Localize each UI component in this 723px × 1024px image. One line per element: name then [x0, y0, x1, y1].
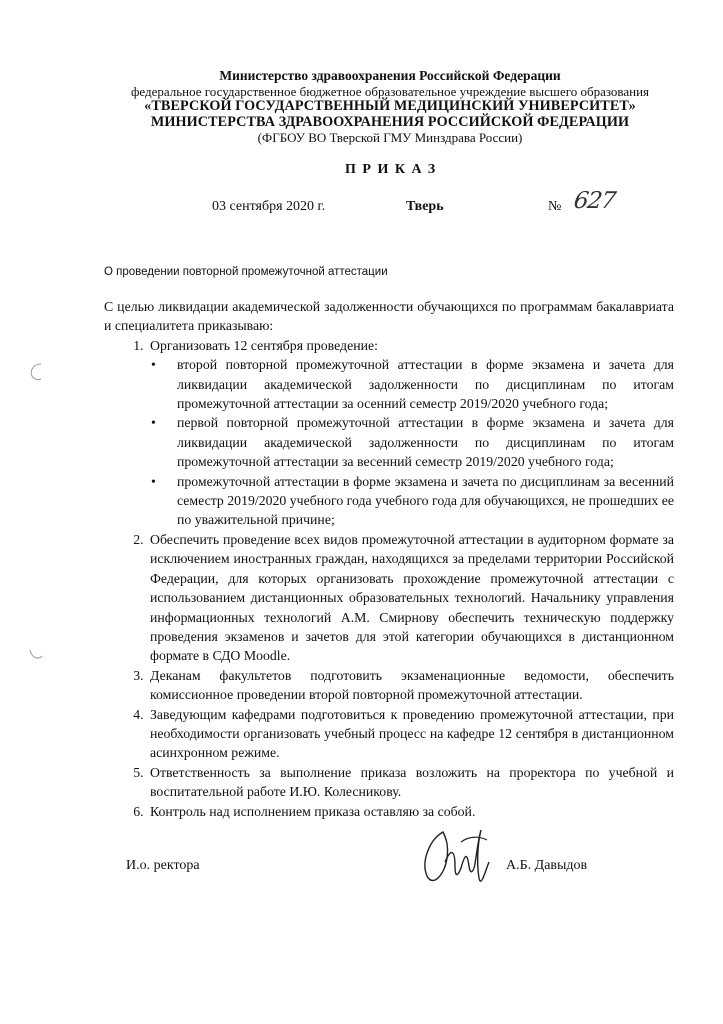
bullet-dot: • [151, 473, 156, 489]
order-intro: С целью ликвидации академической задолженности обучающихся по программам бакалавриата и специалитета приказываю: [104, 299, 674, 334]
university-abbreviation: (ФГБОУ ВО Тверской ГМУ Минздрава России) [257, 130, 523, 145]
bullet-item: • промежуточной аттестации в форме экзамена и зачета по дисциплинам за весенний семестр 2019/2020 учебного года учебного года для обучающихся, не прошедших ее по уважительной причине; [151, 473, 674, 528]
university-name: «ТВЕРСКОЙ ГОСУДАРСТВЕННЫЙ МЕДИЦИНСКИЙ УНИВЕРСИТЕТ» [144, 98, 636, 114]
order-subject: О проведении повторной промежуточной аттестации [104, 266, 388, 278]
order-date: 03 сентября 2020 г. [212, 199, 326, 214]
bullet-dot: • [151, 415, 156, 431]
order-item-3: 3. Деканам факультетов подготовить экзаменационные ведомости, обеспечить комиссионное проведении второй повторной промежуточной аттестации. [147, 666, 674, 705]
order-number-handwritten: 627 [572, 188, 617, 214]
order-item-2: 2. Обеспечить проведение всех видов промежуточной аттестации в аудиторном формате за исключением иностранных граждан, находящихся за пределами территории Российской Федерации, для которых организовать прохождение промежуточной аттестации с использованием дистанционных образовательных технологий. Начальнику управления информационных технологий А.М. Смирнову обеспечить техническую поддержку проведения экзаменов и зачетов для этой категории обучающихся в дистанционном формате в СДО Moodle. [147, 530, 674, 666]
document-title: ПРИКАЗ [345, 162, 442, 177]
ministry-line: Министерство здравоохранения Российской Федерации [219, 68, 561, 83]
institution-type-line: федеральное государственное бюджетное образовательное учреждение высшего образования [130, 83, 650, 99]
order-item-4: 4. Заведующим кафедрами подготовиться к проведению промежуточной аттестации, при необходимости организовать учебный процесс на кафедре 12 сентября в дистанционном асинхронном режиме. [147, 705, 674, 763]
order-item-6: 6. Контроль над исполнением приказа оставляю за собой. [147, 802, 674, 821]
order-item-1 [147, 336, 674, 530]
order-number-label: № [548, 199, 562, 214]
order-item-1-bullets [150, 355, 674, 530]
letterhead [90, 68, 690, 146]
order-items-list [104, 336, 674, 821]
signatory-name: А.Б. Давыдов [506, 858, 588, 873]
order-city: Тверь [406, 199, 444, 214]
bullet-dot: • [151, 357, 156, 373]
order-item-5: 5. Ответственность за выполнение приказа возложить на проректора по учебной и воспитательной работе И.Ю. Колесникову. [147, 763, 674, 802]
university-ministry-line: МИНИСТЕРСТВА ЗДРАВООХРАНЕНИЯ РОССИЙСКОЙ ФЕДЕРАЦИИ [150, 113, 630, 130]
signatory-role: И.о. ректора [126, 858, 200, 873]
bullet-item: • второй повторной промежуточной аттестации в форме экзамена и зачета для ликвидации академической задолженности по дисциплинам по итогам промежуточной аттестации за осенний семестр 2019/2020 учебного года; [151, 357, 674, 412]
order-body [104, 297, 674, 821]
punch-hole-mark [28, 362, 44, 382]
handwritten-signature [415, 822, 505, 894]
bullet-item: • первой повторной промежуточной аттестации в форме экзамена и зачета для ликвидации академической задолженности по дисциплинам по итогам промежуточной аттестации за весенний семестр 2019/2020 учебного года; [151, 415, 674, 470]
punch-hole-mark [28, 646, 44, 666]
order-item-1-text: Организовать 12 сентября проведение: [150, 337, 378, 353]
